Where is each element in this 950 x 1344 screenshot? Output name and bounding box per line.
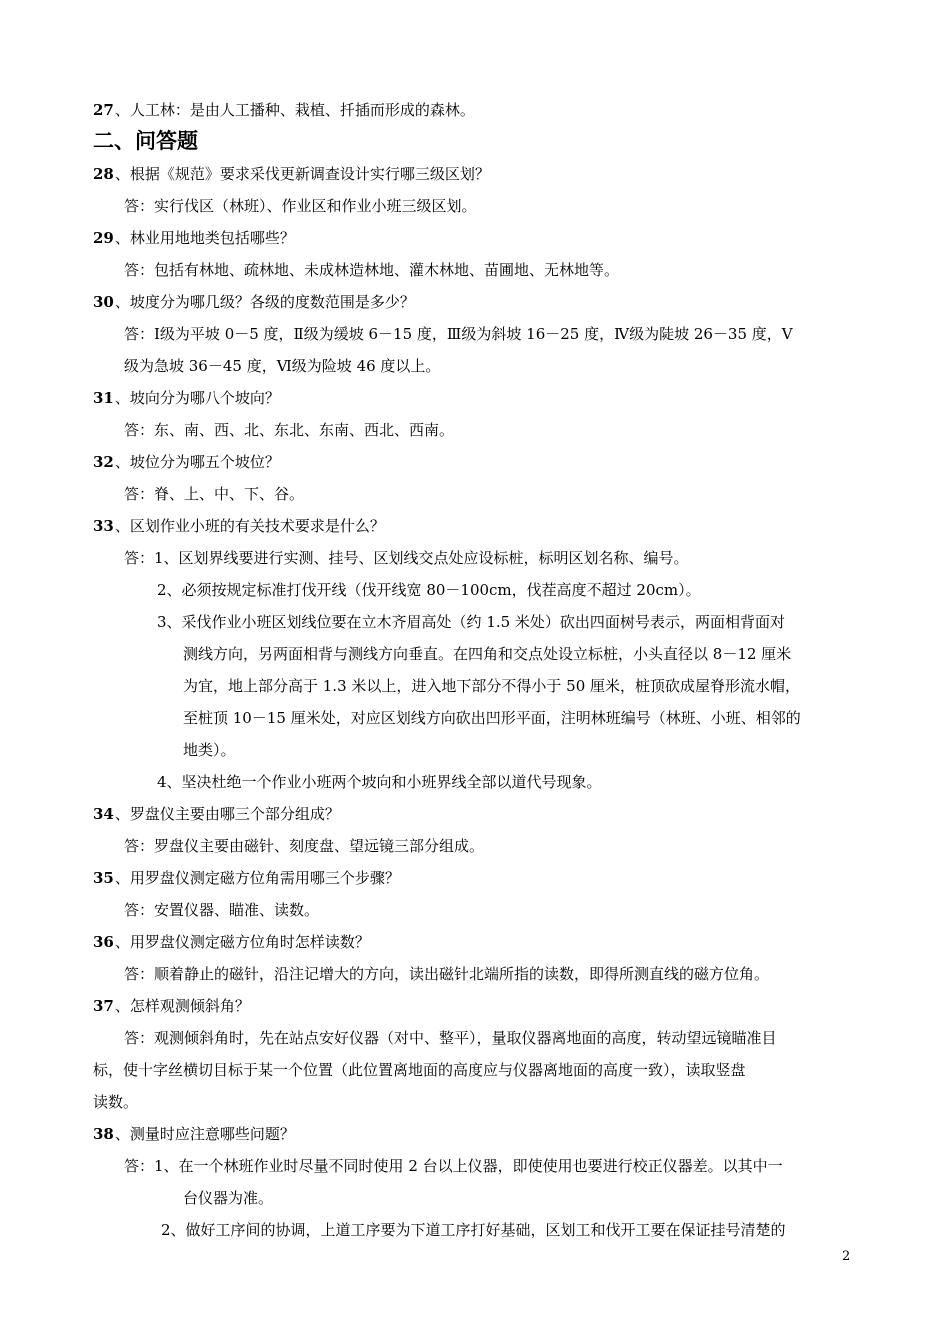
answer-34: 答：罗盘仪主要由磁针、刻度盘、望远镜三部分组成。 — [124, 837, 485, 855]
answer-29: 答：包括有林地、疏林地、未成林造林地、灌木林地、苗圃地、无林地等。 — [124, 261, 620, 279]
question-35 — [93, 868, 400, 888]
answer-33-point-3: 3、采伐作业小班区划线位要在立木齐眉高处（约 1.5 米处）砍出四面树号表示，两面相背面对 — [157, 613, 785, 631]
answer-33-point-1: 答：1、区划界线要进行实测、挂号、区划线交点处应设标桩，标明区划名称、编号。 — [124, 549, 689, 567]
question-text: 、怎样观测倾斜角？ — [114, 997, 250, 1015]
answer-33-point-3-line-5: 地类）。 — [183, 741, 236, 759]
question-30 — [93, 292, 415, 312]
question-number: 36 — [93, 933, 114, 951]
question-number: 34 — [93, 805, 114, 823]
question-number: 29 — [93, 229, 114, 247]
question-32 — [93, 452, 280, 472]
question-number: 35 — [93, 869, 114, 887]
question-28 — [93, 164, 490, 184]
page-number: 2 — [842, 1249, 851, 1264]
section-heading: 二、问答题 — [93, 129, 198, 153]
answer-37-line-3: 读数。 — [93, 1093, 139, 1111]
question-34 — [93, 804, 340, 824]
question-number: 28 — [93, 165, 114, 183]
answer-33-point-3-line-4: 至桩顶 10－15 厘米处，对应区划线方向砍出凹形平面，注明林班编号（林班、小班、相邻的 — [183, 709, 801, 727]
answer-30-line-2: 级为急坡 36－45 度，Ⅵ级为险坡 46 度以上。 — [124, 357, 441, 375]
question-36 — [93, 932, 370, 952]
question-number: 31 — [93, 389, 114, 407]
answer-31: 答：东、南、西、北、东北、东南、西北、西南。 — [124, 421, 455, 439]
question-37 — [93, 996, 250, 1016]
answer-33-point-3-line-3: 为宜，地上部分高于 1.3 米以上，进入地下部分不得小于 50 厘米，桩顶砍成屋脊形流水帽， — [183, 677, 801, 695]
question-text: 、用罗盘仪测定磁方位角需用哪三个步骤？ — [114, 869, 400, 887]
answer-30-line-1: 答：Ⅰ级为平坡 0－5 度，Ⅱ级为缓坡 6－15 度，Ⅲ级为斜坡 16－25 度，Ⅳ级为陡坡 26－35 度，Ⅴ — [124, 325, 793, 343]
answer-38-point-1-line-2: 台仪器为准。 — [183, 1189, 274, 1207]
answer-38-point-1: 答：1、在一个林班作业时尽量不同时使用 2 台以上仪器，即使使用也要进行校正仪器差。以其中一 — [124, 1157, 783, 1175]
question-number: 38 — [93, 1125, 114, 1143]
answer-38-point-2: 2、做好工序间的协调，上道工序要为下道工序打好基础，区划工和伐开工要在保证挂号清楚的 — [161, 1221, 786, 1239]
question-text: 、用罗盘仪测定磁方位角时怎样读数？ — [114, 933, 370, 951]
question-text: 、区划作业小班的有关技术要求是什么？ — [114, 517, 385, 535]
question-number: 30 — [93, 293, 114, 311]
question-31 — [93, 388, 280, 408]
item-text: 、人工林：是由人工播种、栽植、扦插而形成的森林。 — [114, 101, 475, 119]
question-33 — [93, 516, 385, 536]
answer-33-point-4: 4、坚决杜绝一个作业小班两个坡向和小班界线全部以道代号现象。 — [157, 773, 602, 791]
answer-37-line-1: 答：观测倾斜角时，先在站点安好仪器（对中、整平），量取仪器离地面的高度，转动望远镜瞄准目 — [124, 1029, 777, 1047]
question-text: 、根据《规范》要求采伐更新调查设计实行哪三级区划？ — [114, 165, 490, 183]
question-38 — [93, 1124, 295, 1144]
question-29 — [93, 228, 295, 248]
answer-33-point-3-line-2: 测线方向，另两面相背与测线方向垂直。在四角和交点处设立标桩，小头直径以 8－12 厘米 — [183, 645, 792, 663]
question-text: 、测量时应注意哪些问题？ — [114, 1125, 295, 1143]
question-number: 32 — [93, 453, 114, 471]
question-text: 、坡位分为哪五个坡位？ — [114, 453, 280, 471]
item-number: 27 — [93, 101, 114, 119]
answer-35: 答：安置仪器、瞄准、读数。 — [124, 901, 320, 919]
question-text: 、坡度分为哪几级？各级的度数范围是多少？ — [114, 293, 415, 311]
answer-36: 答：顺着静止的磁针，沿注记增大的方向，读出磁针北端所指的读数，即得所测直线的磁方位角。 — [124, 965, 770, 983]
answer-32: 答：脊、上、中、下、谷。 — [124, 485, 305, 503]
question-number: 33 — [93, 517, 114, 535]
answer-37-line-2: 标，使十字丝横切目标于某一个位置（此位置离地面的高度应与仪器离地面的高度一致），读取竖盘 — [93, 1061, 746, 1079]
item-27 — [93, 100, 475, 120]
question-text: 、林业用地地类包括哪些？ — [114, 229, 295, 247]
answer-33-point-2: 2、必须按规定标准打伐开线（伐开线宽 80－100cm，伐茬高度不超过 20cm）。 — [157, 581, 701, 599]
question-text: 、罗盘仪主要由哪三个部分组成？ — [114, 805, 340, 823]
question-number: 37 — [93, 997, 114, 1015]
answer-28: 答：实行伐区（林班）、作业区和作业小班三级区划。 — [124, 197, 477, 215]
question-text: 、坡向分为哪八个坡向？ — [114, 389, 280, 407]
